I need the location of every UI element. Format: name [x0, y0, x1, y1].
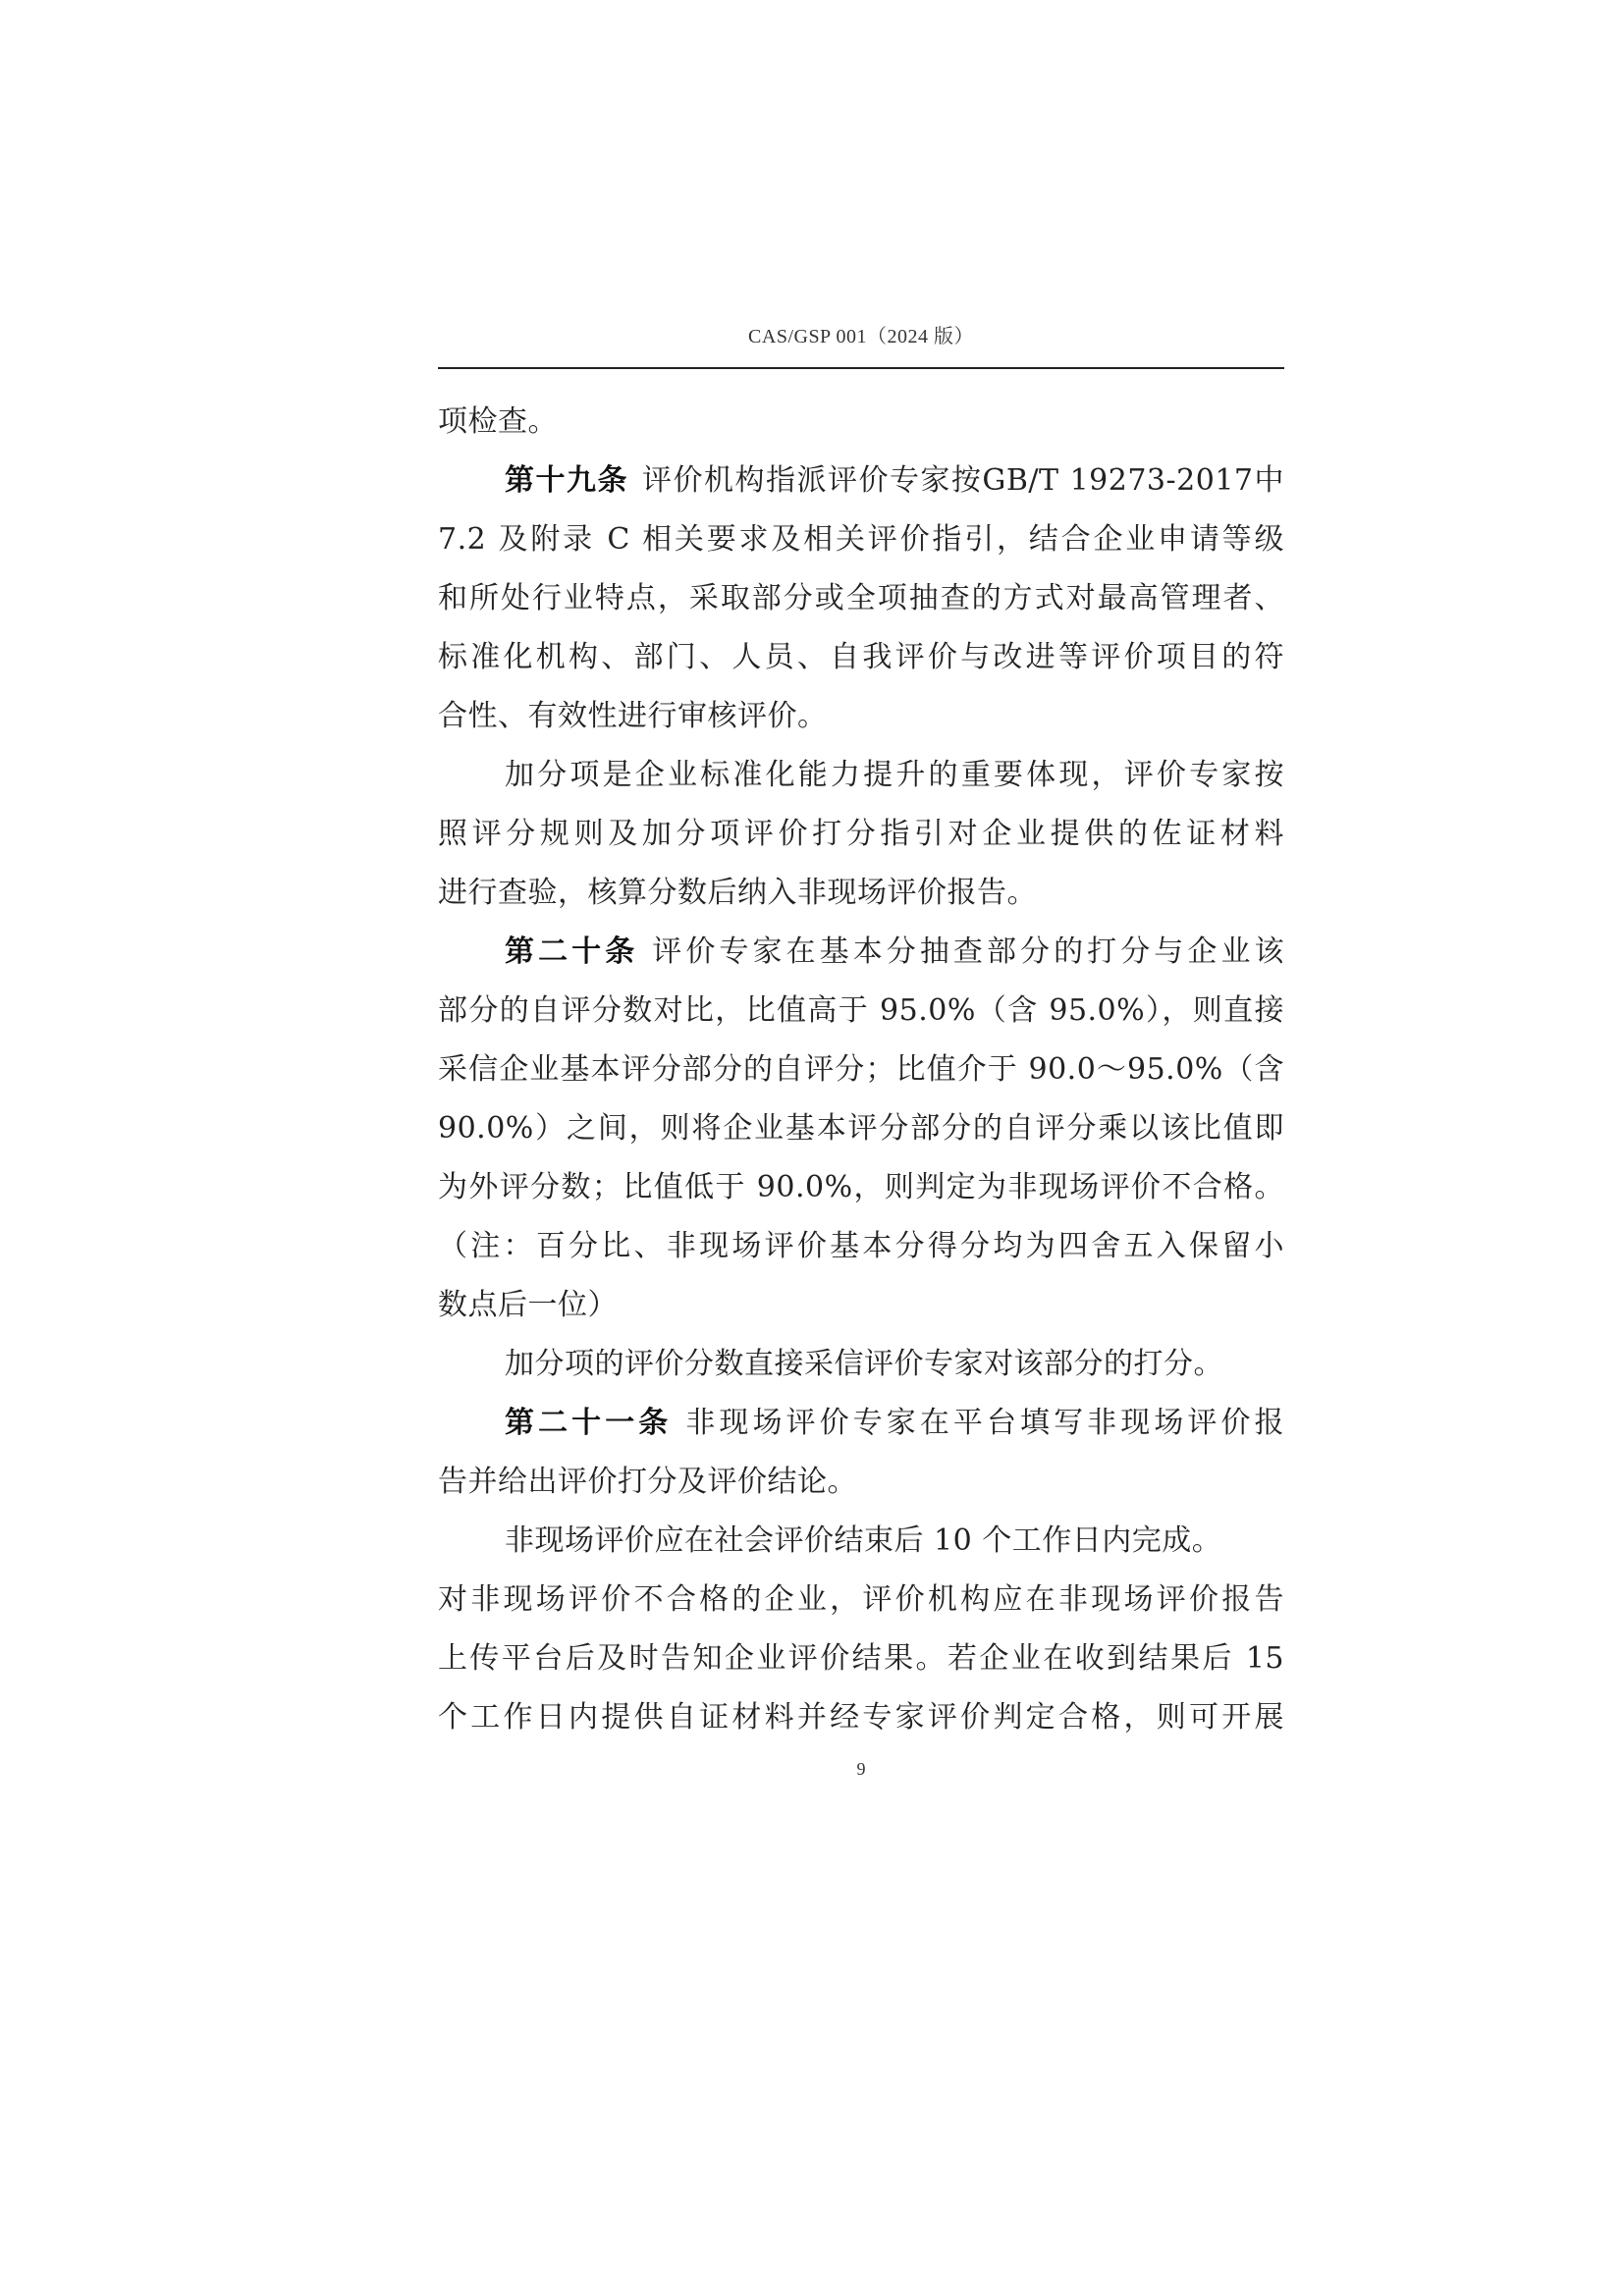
paragraph-text: 评价专家在基本分抽查部分的打分与企业该 [652, 934, 1284, 969]
paragraph-line [438, 1394, 1284, 1453]
paragraph-line: 数点后一位） [438, 1288, 618, 1322]
page-number: 9 [856, 1759, 866, 1779]
paragraph-line: （注：百分比、非现场评价基本分得分均为四舍五入保留小 [438, 1229, 1284, 1263]
paragraph-line: 对非现场评价不合格的企业，评价机构应在非现场评价报告 [438, 1582, 1284, 1617]
paragraph-line: 加分项的评价分数直接采信评价专家对该部分的打分。 [505, 1347, 1223, 1381]
paragraph-line: 个工作日内提供自证材料并经专家评价判定合格，则可开展 [438, 1700, 1284, 1735]
paragraph-line: 加分项是企业标准化能力提升的重要体现，评价专家按 [505, 758, 1284, 792]
paragraph-text: 评价机构指派评价专家按GB/T 19273-2017中 [641, 463, 1284, 498]
paragraph-line: 进行查验，核算分数后纳入非现场评价报告。 [438, 876, 1037, 910]
paragraph-line: 非现场评价应在社会评价结束后 10 个工作日内完成。 [505, 1523, 1222, 1558]
paragraph-line: 部分的自评分数对比，比值高于 95.0%（含 95.0%），则直接 [438, 993, 1284, 1028]
page-header: CAS/GSP 001（2024 版） [748, 326, 974, 347]
paragraph-line: 标准化机构、部门、人员、自我评价与改进等评价项目的符 [438, 640, 1284, 674]
paragraph-line: 90.0%）之间，则将企业基本评分部分的自评分乘以该比值即 [438, 1111, 1284, 1146]
paragraph-line: 照评分规则及加分项评价打分指引对企业提供的佐证材料 [438, 817, 1284, 851]
paragraph-line [438, 452, 1284, 510]
paragraph-line: 采信企业基本评分部分的自评分；比值介于 90.0～95.0%（含 [438, 1052, 1284, 1087]
article-heading: 第二十条 [505, 934, 639, 969]
paragraph-line [438, 923, 1284, 982]
article-heading: 第二十一条 [505, 1406, 673, 1440]
paragraph-line: 告并给出评价打分及评价结论。 [438, 1465, 857, 1499]
paragraph-line: 和所处行业特点，采取部分或全项抽查的方式对最高管理者、 [438, 581, 1284, 615]
paragraph-text: 非现场评价专家在平台填写非现场评价报 [685, 1406, 1284, 1440]
document-body [438, 393, 1284, 1747]
paragraph-line: 7.2 及附录 C 相关要求及相关评价指引，结合企业申请等级 [438, 522, 1284, 557]
article-heading: 第十九条 [505, 463, 628, 498]
paragraph-line: 合性、有效性进行审核评价。 [438, 699, 828, 733]
paragraph-line: 上传平台后及时告知企业评价结果。若企业在收到结果后 15 [438, 1641, 1284, 1676]
paragraph-line: 项检查。 [438, 404, 558, 439]
paragraph-line: 为外评分数；比值低于 90.0%，则判定为非现场评价不合格。 [438, 1170, 1284, 1204]
header-rule [438, 367, 1284, 369]
